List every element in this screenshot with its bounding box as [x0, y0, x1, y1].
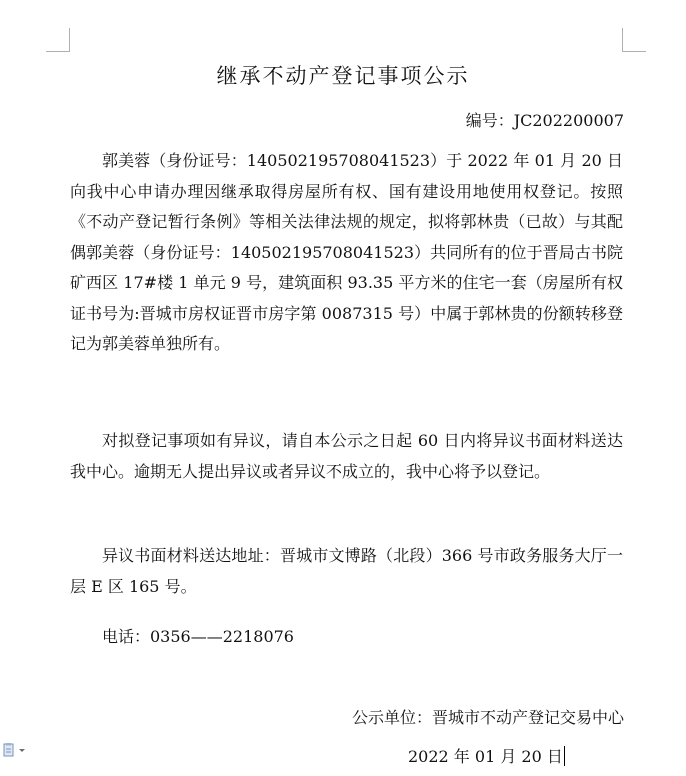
clipboard-icon[interactable]: [2, 742, 30, 758]
document-number: 编号：JC202200007: [465, 111, 624, 130]
signature-unit: 公示单位：晋城市不动产登记交易中心: [351, 708, 624, 727]
crop-mark-top-left: [46, 51, 70, 52]
paragraph-phone: 电话：0356——2218076: [102, 627, 294, 646]
crop-mark-top-right: [622, 28, 623, 52]
paragraph-objection-notice: 对拟登记事项如有异议，请自本公示之日起 60 日内将异议书面材料送达我中心。逾期无人提出异议或者异议不成立的，我中心将予以登记。: [70, 431, 623, 481]
crop-mark-top-left: [69, 28, 70, 52]
text-cursor: [564, 746, 565, 766]
paragraph-objection-address: 异议书面材料送达地址：晋城市文博路（北段）366 号市政务服务大厅一层 E 区 165 号。: [70, 546, 623, 596]
signature-date: 2022 年 01 月 20 日: [408, 747, 563, 766]
signature-date-line[interactable]: [408, 744, 565, 767]
document-title: 继承不动产登记事项公示: [216, 64, 470, 88]
crop-mark-top-right: [622, 51, 646, 52]
paragraph-announcement: 郭美蓉（身份证号：140502195708041523）于 2022 年 01 月 20 日向我中心申请办理因继承取得房屋所有权、国有建设用地使用权登记。按照《不动产登记暂行条例》等相关法律法规的规定，拟将郭林贵（已故）与其配偶郭美蓉（身份证号：140502195708041523）共同所有的位于晋局古书院矿西区 17#楼 1 单元 9 号，建筑面积 93.35 平方米的住宅一套（房屋所有权证书号为:晋城市房权证晋市房字第 0087315 号）中属于郭林贵的份额转移登记为郭美蓉单独所有。: [70, 151, 623, 353]
